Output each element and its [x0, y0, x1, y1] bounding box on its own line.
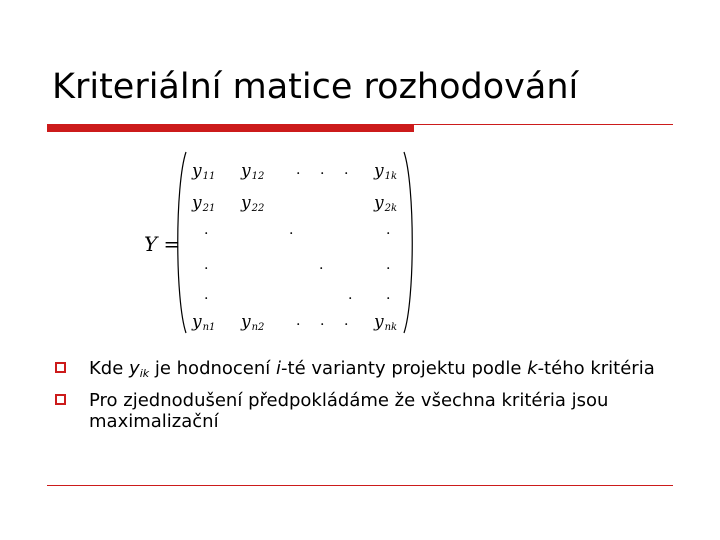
matrix-cell-y22: $y_{22}$ [241, 193, 265, 214]
bullet-item [55, 390, 685, 432]
matrix-cell-yn1: $y_{n1}$ [192, 312, 216, 333]
matrix-cell-ynk: $y_{nk}$ [374, 312, 398, 333]
matrix-cell-y11: $y_{11}$ [192, 161, 216, 182]
matrix-right-paren [402, 150, 416, 335]
matrix-cell-y12: $y_{12}$ [241, 161, 265, 182]
matrix-dot: . [289, 222, 294, 238]
matrix-dot: . [204, 287, 209, 303]
matrix-dot: . [320, 313, 325, 329]
matrix-cell-y21: $y_{21}$ [192, 193, 216, 214]
matrix-cell-y1k: $y_{1k}$ [374, 161, 398, 182]
matrix-dot: . [296, 313, 301, 329]
matrix-dot: . [320, 162, 325, 178]
bullet-text: Kde $y_{ik}$ je hodnocení i-té varianty projektu podle k-tého kritéria [89, 358, 655, 380]
criteria-matrix [140, 150, 430, 335]
matrix-dot: . [204, 257, 209, 273]
matrix-dot: . [386, 287, 391, 303]
bullet-item [55, 358, 685, 384]
title-underline-thick [47, 124, 414, 132]
slide-title: Kriteriální matice rozhodování [52, 67, 579, 107]
matrix-dot: . [319, 257, 324, 273]
bottom-divider [47, 485, 673, 486]
matrix-cell-yn2: $y_{n2}$ [241, 312, 265, 333]
matrix-dot: . [296, 162, 301, 178]
matrix-lhs: Y = [144, 232, 181, 256]
matrix-dot: . [386, 222, 391, 238]
matrix-left-paren [174, 150, 188, 335]
square-bullet-icon [55, 394, 66, 405]
matrix-dot: . [344, 162, 349, 178]
matrix-dot: . [386, 257, 391, 273]
square-bullet-icon [55, 362, 66, 373]
bullet-list [55, 358, 685, 438]
bullet-text: Pro zjednodušení předpokládáme že všechna kritéria jsou maximalizační [89, 390, 609, 432]
matrix-dot: . [344, 313, 349, 329]
title-underline-thin [414, 124, 673, 125]
matrix-dot: . [204, 222, 209, 238]
matrix-dot: . [348, 287, 353, 303]
matrix-cell-y2k: $y_{2k}$ [374, 193, 398, 214]
